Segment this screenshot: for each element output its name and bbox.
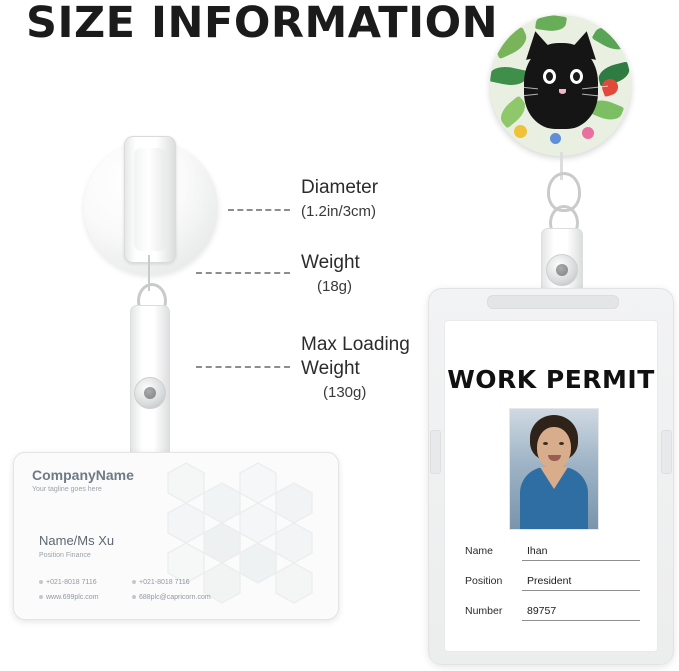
strap-snap-button-left: [134, 377, 166, 409]
annotation-max-loading-value: (130g): [323, 384, 367, 401]
cat-silhouette-icon: [524, 43, 598, 129]
permit-field-position-label: Position: [465, 575, 503, 587]
leaf-icon: [490, 63, 527, 88]
card-person-position: Position Finance: [39, 552, 91, 559]
leader-line-diameter: [228, 209, 290, 211]
page-title: SIZE INFORMATION: [26, 0, 499, 48]
card-company-name: CompanyName: [32, 467, 134, 483]
leader-line-weight: [196, 272, 290, 274]
photo-eye-left: [543, 442, 548, 445]
permit-field-number-value: 89757: [527, 605, 557, 617]
annotation-weight-label: Weight: [301, 252, 360, 273]
permit-field-number-label: Number: [465, 605, 503, 617]
annotation-diameter-value: (1.2in/3cm): [301, 203, 377, 220]
work-permit-card: [444, 320, 658, 652]
cat-nose-icon: [559, 89, 566, 94]
annotation-weight: [301, 251, 360, 299]
card-contact-phone-2: +021-8018 7116: [132, 579, 190, 586]
card-contact-email: 688plc@capricorn.com: [132, 594, 211, 601]
business-card-left: [13, 452, 339, 620]
card-tagline: Your tagline goes here: [32, 486, 102, 493]
permit-field-name-rule: [522, 560, 640, 561]
permit-title: WORK PERMIT: [447, 365, 655, 394]
holder-side-tab-right: [661, 430, 672, 474]
permit-field-position-rule: [522, 590, 640, 591]
annotation-max-loading-label: Max Loading: [301, 334, 410, 355]
annotation-max-loading-weight: [301, 333, 410, 405]
holder-side-tab-left: [430, 430, 441, 474]
flower-pink-icon: [582, 127, 594, 139]
flower-yellow-icon: [514, 125, 527, 138]
flower-blue-icon: [550, 133, 561, 144]
card-contact-website: www.699plc.com: [39, 594, 99, 601]
cat-eye-right-icon: [570, 69, 583, 84]
annotation-diameter-label: Diameter: [301, 177, 379, 198]
card-person-name: Name/Ms Xu: [39, 533, 115, 548]
photo-collar: [540, 467, 568, 489]
annotation-weight-value: (18g): [317, 278, 353, 295]
annotation-diameter: [301, 176, 378, 224]
permit-field-position-value: President: [527, 575, 572, 587]
annotation-max-loading-label2: Weight: [301, 358, 360, 379]
photo-face: [537, 427, 571, 469]
badge-reel-right: [490, 15, 631, 156]
cat-eye-left-icon: [543, 69, 556, 84]
permit-field-number-rule: [522, 620, 640, 621]
strap-snap-button-right: [546, 254, 578, 286]
permit-field-name-value: Ihan: [527, 545, 548, 557]
photo-eye-right: [559, 442, 564, 445]
card-contact-phone-1: +021-8018 7116: [39, 579, 97, 586]
permit-field-name-label: Name: [465, 545, 494, 557]
belt-clip-icon: [124, 136, 176, 263]
leader-line-max-load: [196, 366, 290, 368]
card-holder-slot: [487, 295, 619, 309]
permit-photo: [509, 408, 599, 530]
